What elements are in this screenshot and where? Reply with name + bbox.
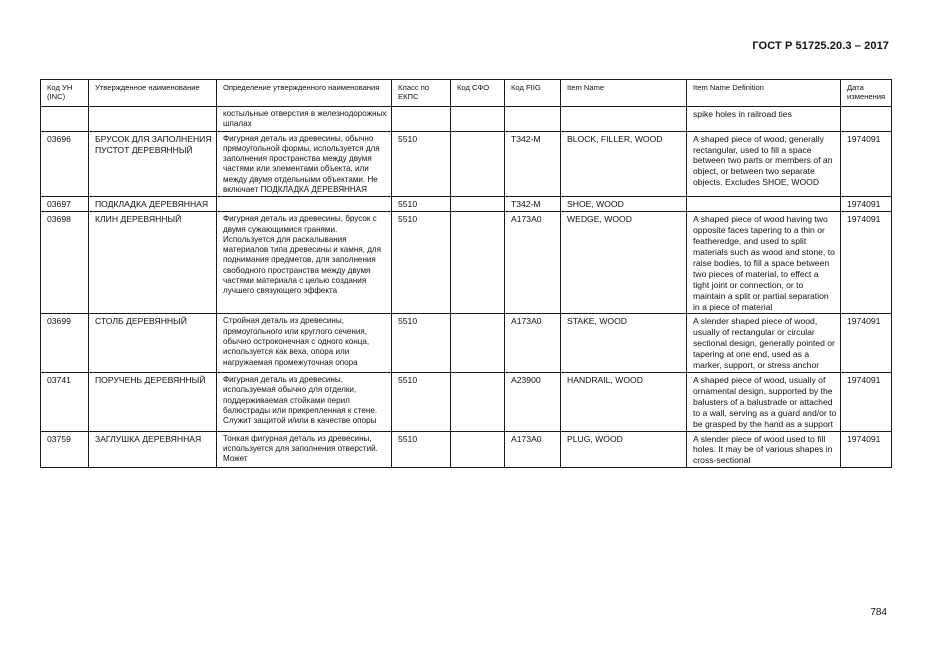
cell-class: 5510 <box>392 197 451 212</box>
cell-class: 5510 <box>392 212 451 314</box>
cell-fiig: A23900 <box>505 372 561 431</box>
cell-sfo <box>451 131 505 197</box>
cell-item-definition <box>687 197 841 212</box>
cell-sfo <box>451 314 505 373</box>
cell-fiig: A173A0 <box>505 431 561 468</box>
cell-date: 1974091 <box>841 212 892 314</box>
cell-code: 03759 <box>41 431 89 468</box>
column-header-fiig: Код FIIG <box>505 80 561 107</box>
table-header-row <box>41 80 892 107</box>
cell-sfo <box>451 372 505 431</box>
cell-item-definition: spike holes in railroad ties <box>687 107 841 132</box>
cell-code: 03696 <box>41 131 89 197</box>
cell-item-definition: A shaped piece of wood having two opposite faces tapering to a thin or featheredge, and used to split materials such as wood and stone, to raise bodies, to fill a space between two pieces of material, to effect a tight joint or connection, or to maintain a split or partial separation in a piece of material <box>687 212 841 314</box>
cell-name: СТОЛБ ДЕРЕВЯННЫЙ <box>89 314 217 373</box>
column-header-sfo: Код СФО <box>451 80 505 107</box>
catalog-table <box>40 79 892 468</box>
cell-sfo <box>451 431 505 468</box>
cell-code: 03699 <box>41 314 89 373</box>
cell-class <box>392 107 451 132</box>
table-row <box>41 107 892 132</box>
cell-definition: Фигурная деталь из древесины, используемая обычно для отделки, поддерживаемая стойками перил балюстрады или прикрепленная к стене. Служит защитой и/или в качестве опоры <box>217 372 392 431</box>
table-row <box>41 372 892 431</box>
cell-date <box>841 107 892 132</box>
cell-item-name: PLUG, WOOD <box>561 431 687 468</box>
table-row <box>41 212 892 314</box>
cell-item-definition: A shaped piece of wood, usually of ornamental design, supported by the balusters of a balustrade or attached to a wall, serving as a guard and/or to be grasped by the hand as a support <box>687 372 841 431</box>
table-row <box>41 131 892 197</box>
cell-date: 1974091 <box>841 431 892 468</box>
cell-item-name: SHOE, WOOD <box>561 197 687 212</box>
cell-class: 5510 <box>392 314 451 373</box>
cell-date: 1974091 <box>841 197 892 212</box>
cell-definition: Стройная деталь из древесины, прямоугольного или круглого сечения, обычно остроконечная с одного конца, используется как веха, опора или нагружаемая промежуточная опора <box>217 314 392 373</box>
cell-definition: костыльные отверстия в железнодорожных шпалах <box>217 107 392 132</box>
cell-code: 03698 <box>41 212 89 314</box>
table-row <box>41 431 892 468</box>
cell-fiig: A173A0 <box>505 212 561 314</box>
cell-fiig <box>505 107 561 132</box>
cell-code: 03741 <box>41 372 89 431</box>
cell-code <box>41 107 89 132</box>
cell-item-name: BLOCK, FILLER, WOOD <box>561 131 687 197</box>
cell-item-definition: A shaped piece of wood, generally rectangular, used to fill a space between two parts or members of an object, or between two separate objects. Excludes SHOE, WOOD <box>687 131 841 197</box>
cell-definition <box>217 197 392 212</box>
cell-item-name <box>561 107 687 132</box>
cell-sfo <box>451 197 505 212</box>
column-header-class: Класс по ЕКПС <box>392 80 451 107</box>
cell-item-name: WEDGE, WOOD <box>561 212 687 314</box>
column-header-name: Утвержденное наименование <box>89 80 217 107</box>
column-header-code: Код УН (INC) <box>41 80 89 107</box>
table-row <box>41 314 892 373</box>
cell-sfo <box>451 212 505 314</box>
cell-definition: Фигурная деталь из древесины, обычно прямоугольной формы, используется для заполнения пространства между двумя частями или элементами объекта, или между двумя отдельными объектами. Не включает ПОДКЛАДКА ДЕРЕВЯННАЯ <box>217 131 392 197</box>
document-standard-title: ГОСТ Р 51725.20.3 – 2017 <box>752 40 889 52</box>
cell-item-name: STAKE, WOOD <box>561 314 687 373</box>
cell-date: 1974091 <box>841 372 892 431</box>
column-header-item-definition: Item Name Definition <box>687 80 841 107</box>
column-header-definition: Определение утвержденного наименования <box>217 80 392 107</box>
column-header-date: Дата изменения <box>841 80 892 107</box>
cell-item-definition: A slender piece of wood used to fill holes. It may be of various shapes in cross-sectional <box>687 431 841 468</box>
cell-date: 1974091 <box>841 314 892 373</box>
cell-name: ПОДКЛАДКА ДЕРЕВЯННАЯ <box>89 197 217 212</box>
cell-class: 5510 <box>392 372 451 431</box>
cell-code: 03697 <box>41 197 89 212</box>
column-header-item-name: Item Name <box>561 80 687 107</box>
cell-class: 5510 <box>392 431 451 468</box>
cell-name: КЛИН ДЕРЕВЯННЫЙ <box>89 212 217 314</box>
cell-item-definition: A slender shaped piece of wood, usually of rectangular or circular sectional design, generally pointed or tapering at one end, used as a marker, support, or stress anchor <box>687 314 841 373</box>
cell-name: ПОРУЧЕНЬ ДЕРЕВЯННЫЙ <box>89 372 217 431</box>
cell-item-name: HANDRAIL, WOOD <box>561 372 687 431</box>
cell-name <box>89 107 217 132</box>
cell-name: БРУСОК ДЛЯ ЗАПОЛНЕНИЯ ПУСТОТ ДЕРЕВЯННЫЙ <box>89 131 217 197</box>
cell-sfo <box>451 107 505 132</box>
cell-definition: Фигурная деталь из древесины, брусок с двумя сужающимися гранями. Используется для раскалывания материалов типа древесины и камня, для поднимания предметов, для заполнения свободного пространства между двумя частями материала с целью создания лучшего связующего эффекта <box>217 212 392 314</box>
table-row <box>41 197 892 212</box>
cell-definition: Тонкая фигурная деталь из древесины, используется для заполнения отверстий. Может <box>217 431 392 468</box>
cell-class: 5510 <box>392 131 451 197</box>
cell-name: ЗАГЛУШКА ДЕРЕВЯННАЯ <box>89 431 217 468</box>
cell-fiig: T342-M <box>505 131 561 197</box>
page-number: 784 <box>870 607 887 618</box>
cell-date: 1974091 <box>841 131 892 197</box>
cell-fiig: A173A0 <box>505 314 561 373</box>
cell-fiig: T342-M <box>505 197 561 212</box>
